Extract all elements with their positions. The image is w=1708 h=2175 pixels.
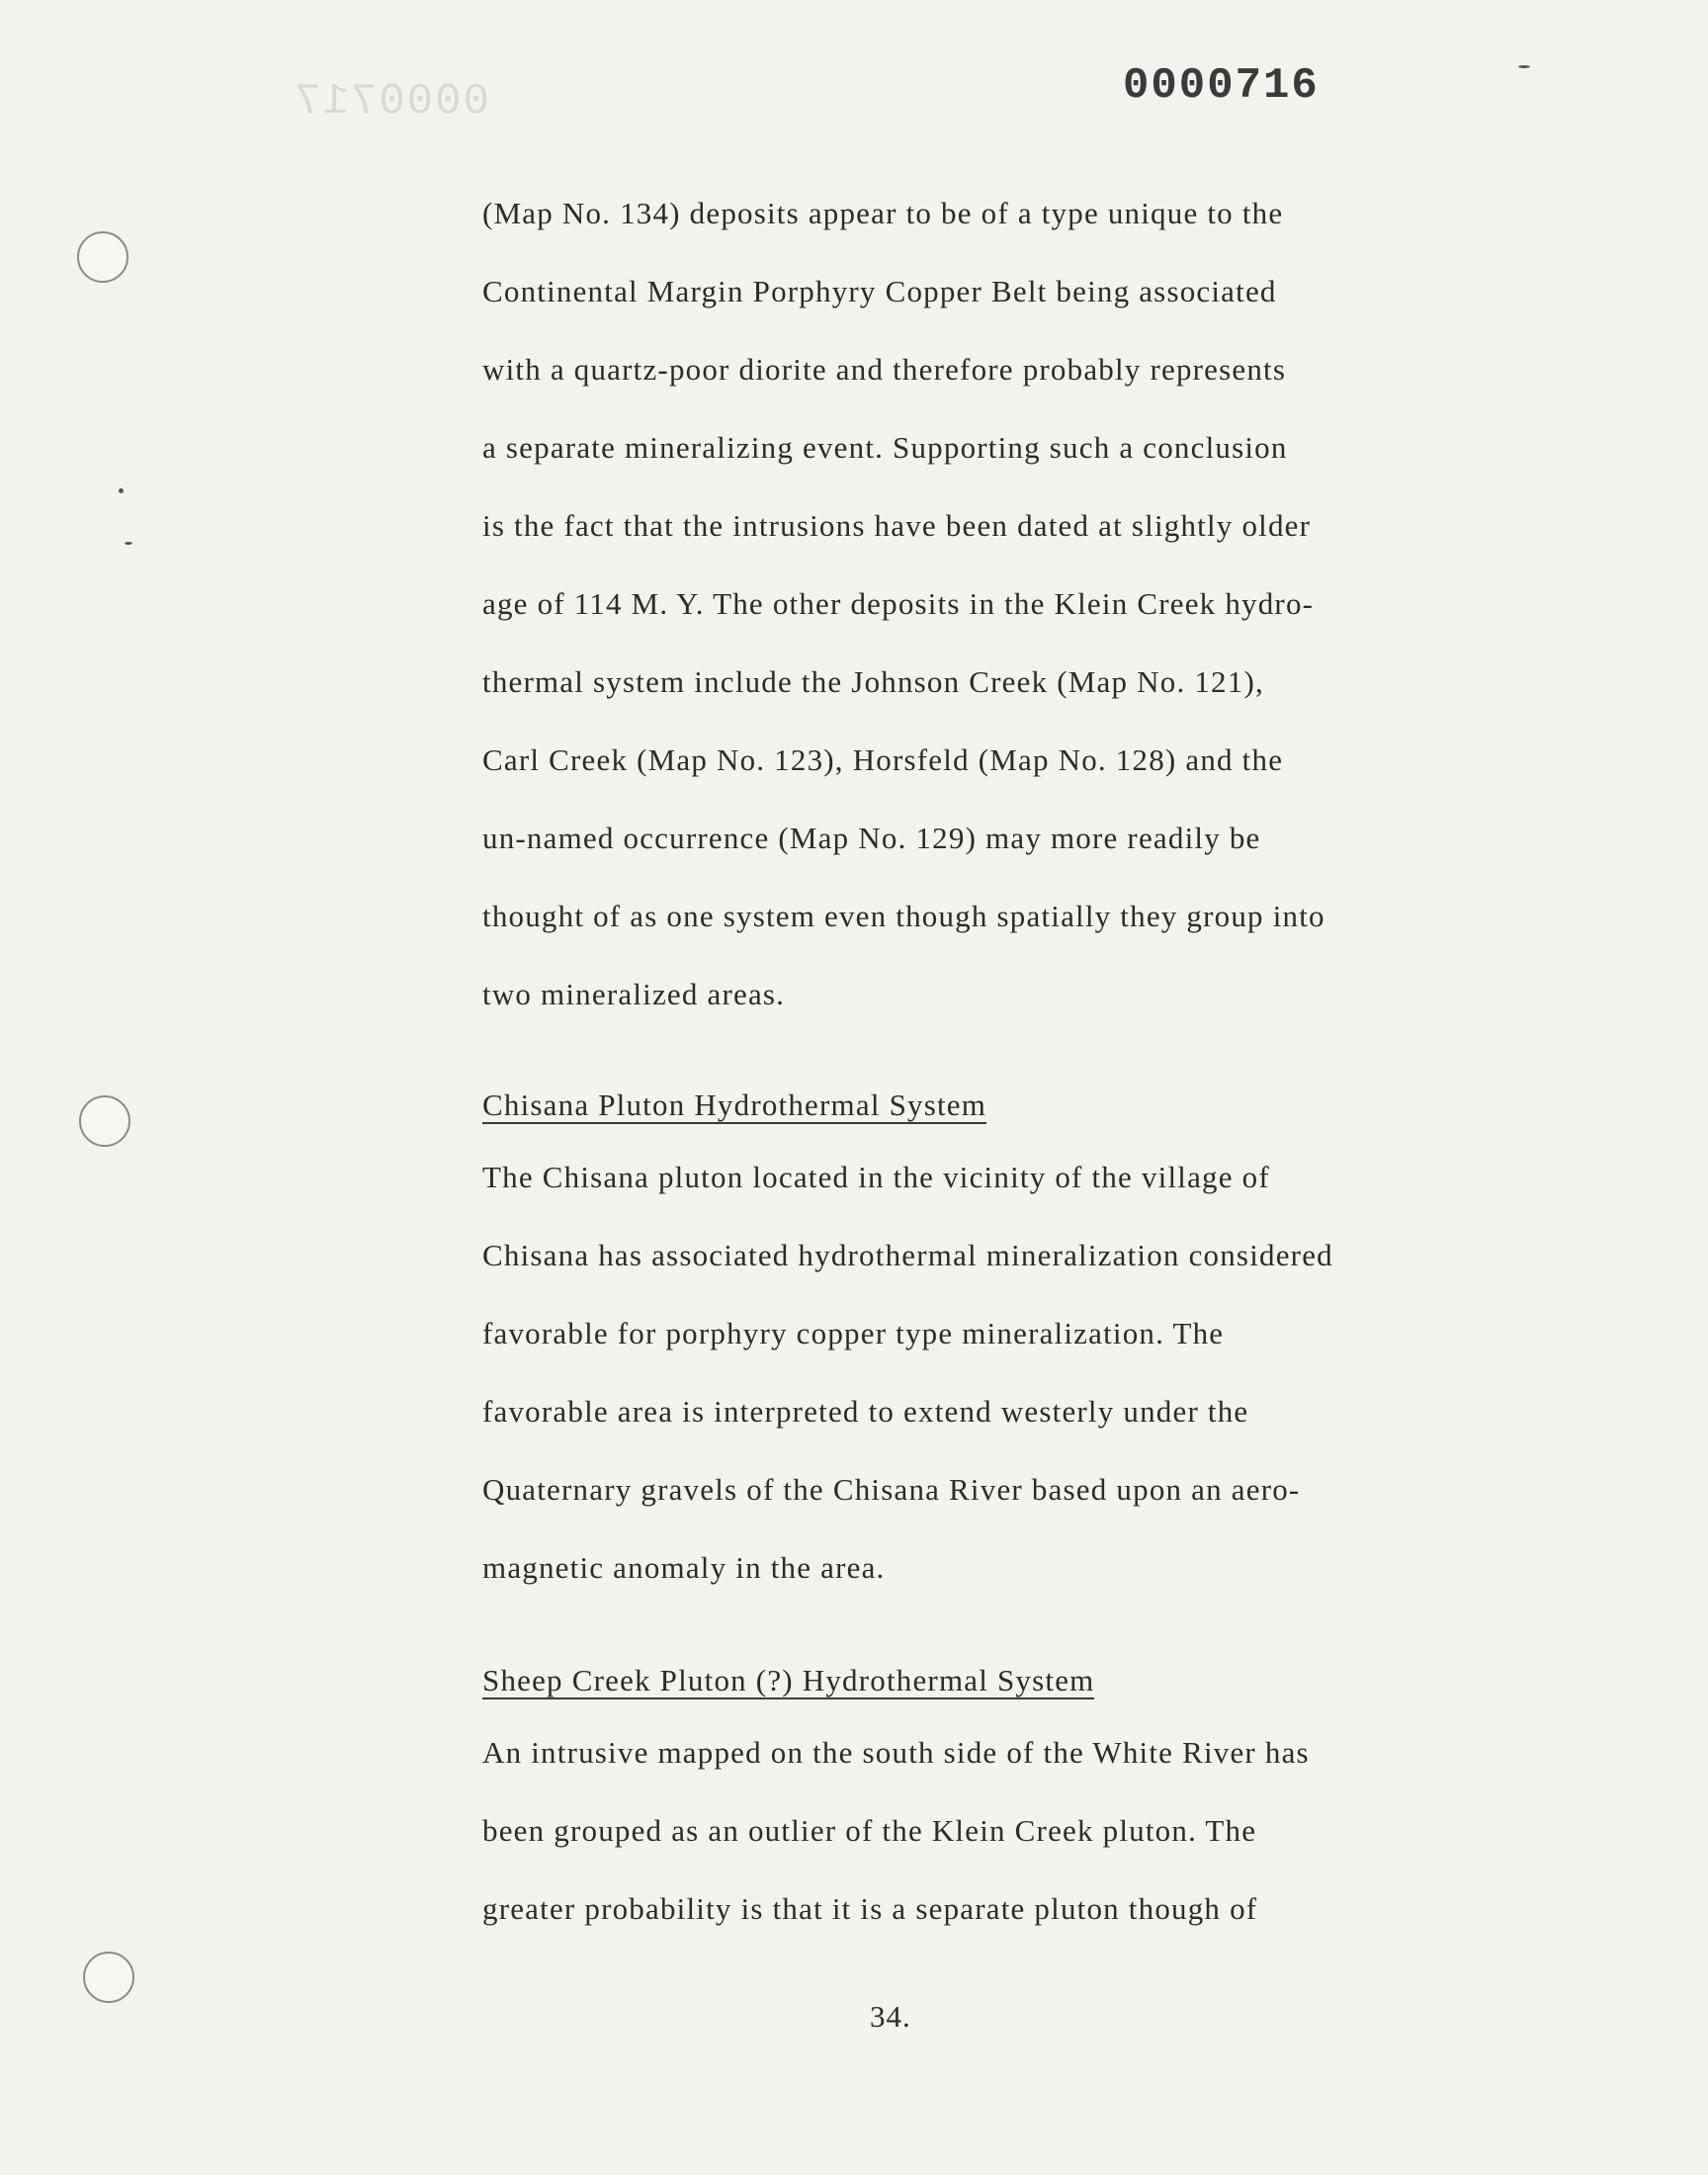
text-line: is the fact that the intrusions have been dated at slightly older (482, 508, 1312, 543)
section-chisana (482, 1060, 1580, 1607)
punch-hole-bottom (83, 1952, 134, 2003)
text-line: with a quartz-poor diorite and therefore probably represents (482, 352, 1287, 387)
text-line: thought of as one system even though spatially they group into (482, 899, 1325, 933)
text-line: Continental Margin Porphyry Copper Belt being associated (482, 274, 1277, 308)
punch-hole-middle (79, 1095, 130, 1147)
document-number: 0000716 (1123, 61, 1320, 111)
text-line: An intrusive mapped on the south side of the White River has (482, 1735, 1310, 1770)
text-line: The Chisana pluton located in the vicinity of the village of (482, 1160, 1270, 1194)
text-line: a separate mineralizing event. Supporting such a conclusion (482, 430, 1288, 465)
section-heading-chisana: Chisana Pluton Hydrothermal System (482, 1088, 987, 1122)
text-line: magnetic anomaly in the area. (482, 1550, 886, 1585)
text-line: favorable for porphyry copper type mineralization. The (482, 1316, 1225, 1350)
scan-speck (1518, 65, 1530, 68)
text-line: two mineralized areas. (482, 977, 786, 1011)
paragraph-klein-creek (482, 174, 1580, 1033)
page-number: 34. (870, 1999, 911, 2034)
section-heading-sheep-creek: Sheep Creek Pluton (?) Hydrothermal System (482, 1663, 1095, 1697)
text-line: Quaternary gravels of the Chisana River based upon an aero- (482, 1472, 1301, 1507)
text-line: un-named occurrence (Map No. 129) may more readily be (482, 821, 1261, 855)
text-line: favorable area is interpreted to extend westerly under the (482, 1394, 1249, 1429)
bleed-through-number: 0000717 (293, 77, 489, 127)
text-line: Chisana has associated hydrothermal mineralization considered (482, 1238, 1333, 1272)
scan-speck (119, 488, 124, 493)
punch-hole-top (77, 231, 128, 283)
text-line: (Map No. 134) deposits appear to be of a type unique to the (482, 196, 1284, 230)
section-sheep-creek (482, 1635, 1580, 1948)
text-line: Carl Creek (Map No. 123), Horsfeld (Map No. 128) and the (482, 742, 1284, 777)
scan-speck (125, 542, 132, 545)
text-line: greater probability is that it is a separate pluton though of (482, 1891, 1258, 1926)
text-line: been grouped as an outlier of the Klein Creek pluton. The (482, 1813, 1257, 1848)
text-line: age of 114 M. Y. The other deposits in the Klein Creek hydro- (482, 586, 1315, 621)
text-line: thermal system include the Johnson Creek (Map No. 121), (482, 664, 1264, 699)
